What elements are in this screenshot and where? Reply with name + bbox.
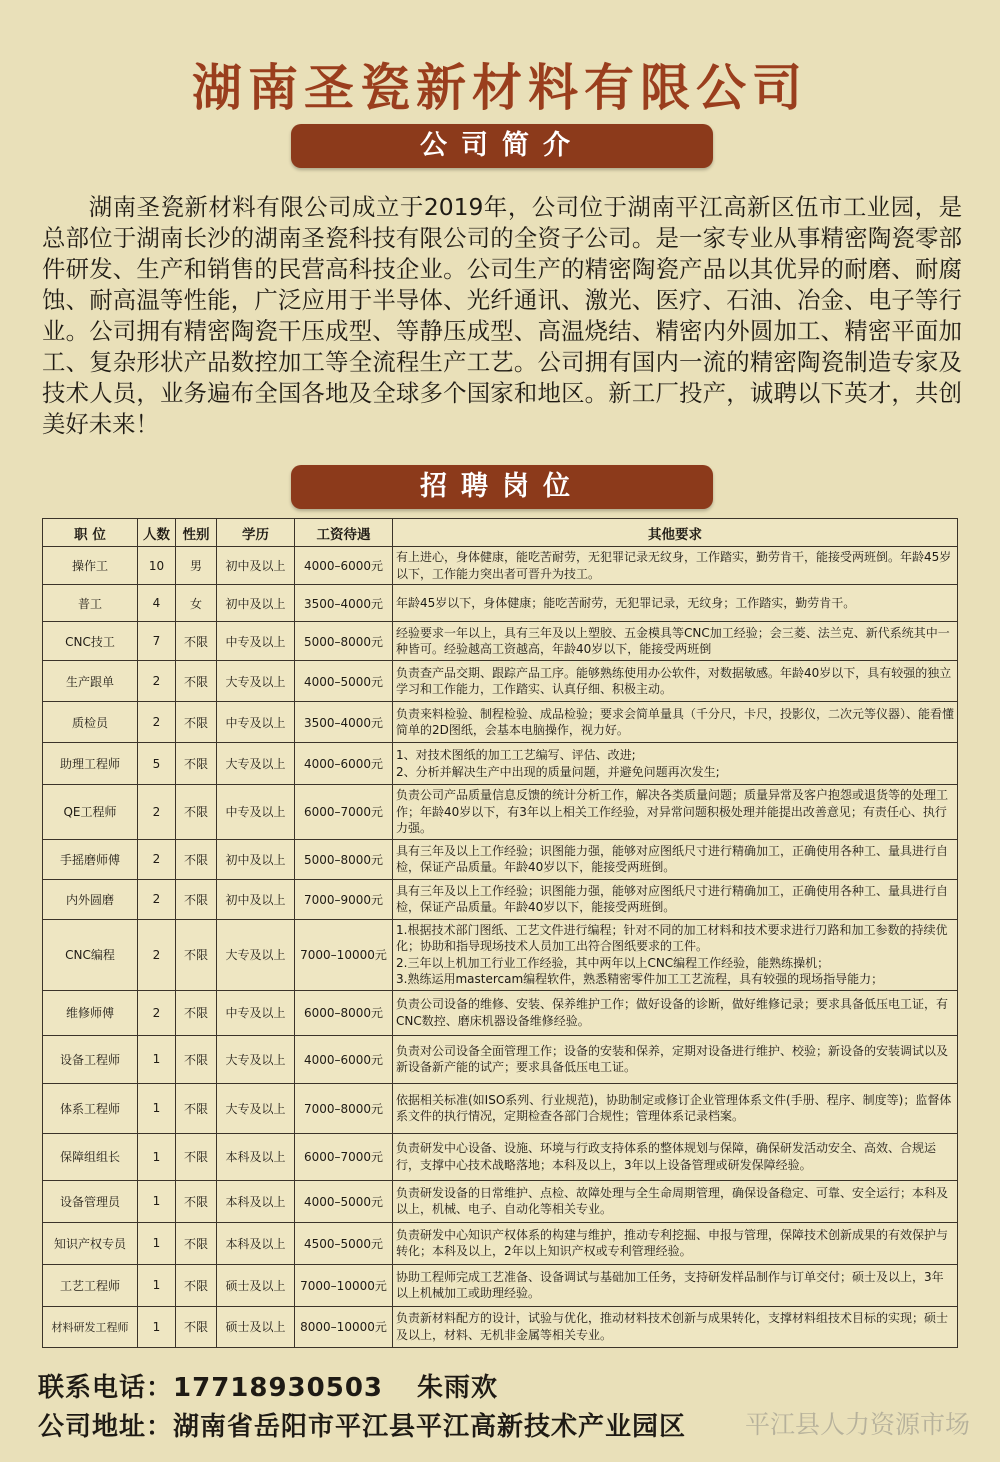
headcount: 2 (138, 702, 176, 743)
job-title: 助理工程师 (43, 743, 138, 785)
headcount: 2 (138, 839, 176, 879)
headcount: 1 (138, 1180, 176, 1222)
education: 大专及以上 (217, 919, 295, 990)
gender: 不限 (176, 879, 217, 919)
table-row (43, 1222, 958, 1264)
job-title: 质检员 (43, 702, 138, 743)
job-title: 体系工程师 (43, 1083, 138, 1133)
gender: 男 (176, 547, 217, 585)
contact-name: 朱雨欢 (417, 1373, 499, 1403)
table-row (43, 1264, 958, 1306)
company-title: 湖南圣瓷新材料有限公司 (192, 59, 808, 117)
column-header: 职 位 (43, 519, 138, 547)
requirements: 协助工程师完成工艺准备、设备调试与基础加工任务，支持研发样品制作与订单交付；硕士及以上，3年以上机械加工或助理经验。 (393, 1264, 958, 1306)
education: 本科及以上 (217, 1180, 295, 1222)
headcount: 10 (138, 547, 176, 585)
salary: 8000–10000元 (295, 1306, 393, 1347)
column-header: 其他要求 (393, 519, 958, 547)
headcount: 1 (138, 1133, 176, 1180)
headcount: 1 (138, 1222, 176, 1264)
column-header: 工资待遇 (295, 519, 393, 547)
education: 本科及以上 (217, 1133, 295, 1180)
job-title: 保障组组长 (43, 1133, 138, 1180)
table-row (43, 1306, 958, 1347)
table-row (43, 1180, 958, 1222)
salary: 7000–10000元 (295, 919, 393, 990)
salary: 4000–5000元 (295, 661, 393, 702)
requirements: 1.根据技术部门图纸、工艺文件进行编程；针对不同的加工材料和技术要求进行刀路和加工参数的持续优化；协助和指导现场技术人员加工出符合图纸要求的工件。 2.三年以上机加工行业工作经验，其中两年以上CNC编程工作经验，能熟练操机； 3.熟练运用mastercam编程软件，熟悉精密零件加工工艺流程，具有较强的现场指导能力； (393, 919, 958, 990)
requirements: 经验要求一年以上，具有三年及以上塑胶、五金模具等CNC加工经验；会三菱、法兰克、新代系统其中一种皆可。经验越高工资越高，年龄40岁以下，能接受两班倒 (393, 622, 958, 661)
gender: 不限 (176, 1133, 217, 1180)
headcount: 5 (138, 743, 176, 785)
column-header: 学历 (217, 519, 295, 547)
table-row (43, 1083, 958, 1133)
requirements: 负责新材料配方的设计，试验与优化，推动材料技术创新与成果转化，支撑材料组技术目标的实现；硕士及以上，材料、无机非金属等相关专业。 (393, 1306, 958, 1347)
salary: 6000–8000元 (295, 990, 393, 1035)
headcount: 7 (138, 622, 176, 661)
salary: 5000–8000元 (295, 839, 393, 879)
requirements: 负责来料检验、制程检验、成品检验；要求会简单量具（千分尺，卡尺，投影仪，二次元等仪器）、能看懂简单的2D图纸，会基本电脑操作，视力好。 (393, 702, 958, 743)
job-title: 设备管理员 (43, 1180, 138, 1222)
requirements: 负责研发设备的日常维护、点检、故障处理与全生命周期管理，确保设备稳定、可靠、安全运行；本科及以上，机械、电子、自动化等相关专业。 (393, 1180, 958, 1222)
job-title: 生产跟单 (43, 661, 138, 702)
table-row (43, 990, 958, 1035)
requirements: 负责研发中心知识产权体系的构建与维护，推动专利挖掘、申报与管理，保障技术创新成果的有效保护与转化；本科及以上，2年以上知识产权或专利管理经验。 (393, 1222, 958, 1264)
jobs-heading: 招聘岗位 (291, 465, 713, 509)
gender: 不限 (176, 622, 217, 661)
salary: 4000–6000元 (295, 547, 393, 585)
salary: 4000–6000元 (295, 743, 393, 785)
phone-label: 联系电话： (38, 1373, 174, 1403)
headcount: 4 (138, 585, 176, 622)
table-header-row (43, 519, 958, 547)
phone-number: 17718930503 (173, 1373, 384, 1403)
job-title: 普工 (43, 585, 138, 622)
job-title: 设备工程师 (43, 1035, 138, 1083)
job-title: 维修师傅 (43, 990, 138, 1035)
gender: 不限 (176, 1222, 217, 1264)
requirements: 负责对公司设备全面管理工作；设备的安装和保养，定期对设备进行维护、校验；新设备的安装调试以及新设备新产能的试产；要求具备低压电工证。 (393, 1035, 958, 1083)
gender: 不限 (176, 1035, 217, 1083)
gender: 不限 (176, 1264, 217, 1306)
gender: 不限 (176, 702, 217, 743)
table-row (43, 1133, 958, 1180)
requirements: 具有三年及以上工作经验；识图能力强，能够对应图纸尺寸进行精确加工，正确使用各种工、量具进行自检，保证产品质量。年龄40岁以下，能接受两班倒。 (393, 839, 958, 879)
requirements: 负责查产品交期、跟踪产品工序。能够熟练使用办公软件，对数据敏感。年龄40岁以下，具有较强的独立学习和工作能力，工作踏实、认真仔细、积极主动。 (393, 661, 958, 702)
company-intro: 湖南圣瓷新材料有限公司成立于2019年，公司位于湖南平江高新区伍市工业园，是总部位于湖南长沙的湖南圣瓷科技有限公司的全资子公司。是一家专业从事精密陶瓷零部件研发、生产和销售的民营高科技企业。公司生产的精密陶瓷产品以其优异的耐磨、耐腐蚀、耐高温等性能，广泛应用于半导体、光纤通讯、激光、医疗、石油、冶金、电子等行业。公司拥有精密陶瓷干压成型、等静压成型、高温烧结、精密内外圆加工、精密平面加工、复杂形状产品数控加工等全流程生产工艺。公司拥有国内一流的精密陶瓷制造专家及技术人员，业务遍布全国各地及全球多个国家和地区。新工厂投产，诚聘以下英才，共创美好未来！ (42, 193, 962, 438)
requirements: 具有三年及以上工作经验；识图能力强，能够对应图纸尺寸进行精确加工，正确使用各种工、量具进行自检，保证产品质量。年龄40岁以下，能接受两班倒。 (393, 879, 958, 919)
gender: 女 (176, 585, 217, 622)
requirements: 有上进心，身体健康，能吃苦耐劳，无犯罪记录无纹身，工作踏实，勤劳肯干，能接受两班倒。年龄45岁以下，工作能力突出者可晋升为技工。 (393, 547, 958, 585)
education: 中专及以上 (217, 785, 295, 840)
job-title: CNC技工 (43, 622, 138, 661)
jobs-table (42, 518, 958, 1348)
address-label: 公司地址： (38, 1412, 174, 1442)
education: 初中及以上 (217, 879, 295, 919)
salary: 5000–8000元 (295, 622, 393, 661)
headcount: 2 (138, 990, 176, 1035)
education: 大专及以上 (217, 743, 295, 785)
gender: 不限 (176, 661, 217, 702)
education: 本科及以上 (217, 1222, 295, 1264)
table-row (43, 1035, 958, 1083)
salary: 7000–9000元 (295, 879, 393, 919)
education: 大专及以上 (217, 1083, 295, 1133)
salary: 3500–4000元 (295, 585, 393, 622)
education: 大专及以上 (217, 661, 295, 702)
gender: 不限 (176, 990, 217, 1035)
table-row (43, 839, 958, 879)
education: 硕士及以上 (217, 1306, 295, 1347)
column-header: 性别 (176, 519, 217, 547)
table-row (43, 702, 958, 743)
watermark: 平江县人力资源市场 (745, 1410, 971, 1439)
gender: 不限 (176, 743, 217, 785)
salary: 7000–10000元 (295, 1264, 393, 1306)
headcount: 2 (138, 919, 176, 990)
table-row (43, 785, 958, 840)
gender: 不限 (176, 1180, 217, 1222)
headcount: 2 (138, 661, 176, 702)
salary: 6000–7000元 (295, 785, 393, 840)
job-title: 操作工 (43, 547, 138, 585)
salary: 4000–5000元 (295, 1180, 393, 1222)
table-row (43, 547, 958, 585)
contact-address-line (38, 1406, 686, 1443)
table-row (43, 622, 958, 661)
job-title: CNC编程 (43, 919, 138, 990)
education: 中专及以上 (217, 622, 295, 661)
table-row (43, 919, 958, 990)
education: 中专及以上 (217, 702, 295, 743)
contact-phone-line (38, 1367, 498, 1404)
requirements: 负责研发中心设备、设施、环境与行政支持体系的整体规划与保障，确保研发活动安全、高效、合规运行，支撑中心技术战略落地；本科及以上，3年以上设备管理或研发保障经验。 (393, 1133, 958, 1180)
requirements: 依据相关标准(如ISO系列、行业规范)，协助制定或修订企业管理体系文件(手册、程序、制度等)；监督体系文件的执行情况，定期检查各部门合规性；管理体系记录档案。 (393, 1083, 958, 1133)
gender: 不限 (176, 919, 217, 990)
job-title: 知识产权专员 (43, 1222, 138, 1264)
education: 初中及以上 (217, 585, 295, 622)
gender: 不限 (176, 1306, 217, 1347)
headcount: 2 (138, 785, 176, 840)
requirements: 负责公司设备的维修、安装、保养维护工作；做好设备的诊断，做好维修记录；要求具备低压电工证，有CNC数控、磨床机器设备维修经验。 (393, 990, 958, 1035)
salary: 7000–8000元 (295, 1083, 393, 1133)
education: 中专及以上 (217, 990, 295, 1035)
gender: 不限 (176, 1083, 217, 1133)
education: 初中及以上 (217, 547, 295, 585)
job-title: 工艺工程师 (43, 1264, 138, 1306)
requirements: 负责公司产品质量信息反馈的统计分析工作，解决各类质量问题；质量异常及客户抱怨或退货等的处理工作；年龄40岁以下，有3年以上相关工作经验，对异常问题积极处理并能提出改善意见；有责任心、执行力强。 (393, 785, 958, 840)
headcount: 1 (138, 1306, 176, 1347)
job-title: 材料研发工程师 (43, 1306, 138, 1347)
requirements: 1、对技术图纸的加工工艺编写、评估、改进; 2、分析并解决生产中出现的质量问题，并避免问题再次发生; (393, 743, 958, 785)
headcount: 1 (138, 1083, 176, 1133)
gender: 不限 (176, 839, 217, 879)
salary: 4000–6000元 (295, 1035, 393, 1083)
job-title: QE工程师 (43, 785, 138, 840)
salary: 6000–7000元 (295, 1133, 393, 1180)
salary: 4500–5000元 (295, 1222, 393, 1264)
headcount: 1 (138, 1264, 176, 1306)
table-row (43, 879, 958, 919)
job-title: 手摇磨师傅 (43, 839, 138, 879)
headcount: 2 (138, 879, 176, 919)
education: 硕士及以上 (217, 1264, 295, 1306)
salary: 3500–4000元 (295, 702, 393, 743)
gender: 不限 (176, 785, 217, 840)
requirements: 年龄45岁以下，身体健康；能吃苦耐劳，无犯罪记录，无纹身；工作踏实，勤劳肯干。 (393, 585, 958, 622)
education: 初中及以上 (217, 839, 295, 879)
job-title: 内外圆磨 (43, 879, 138, 919)
education: 大专及以上 (217, 1035, 295, 1083)
headcount: 1 (138, 1035, 176, 1083)
table-row (43, 743, 958, 785)
intro-heading: 公司简介 (291, 124, 713, 168)
table-row (43, 661, 958, 702)
address: 湖南省岳阳市平江县平江高新技术产业园区 (173, 1412, 687, 1442)
table-row (43, 585, 958, 622)
column-header: 人数 (138, 519, 176, 547)
